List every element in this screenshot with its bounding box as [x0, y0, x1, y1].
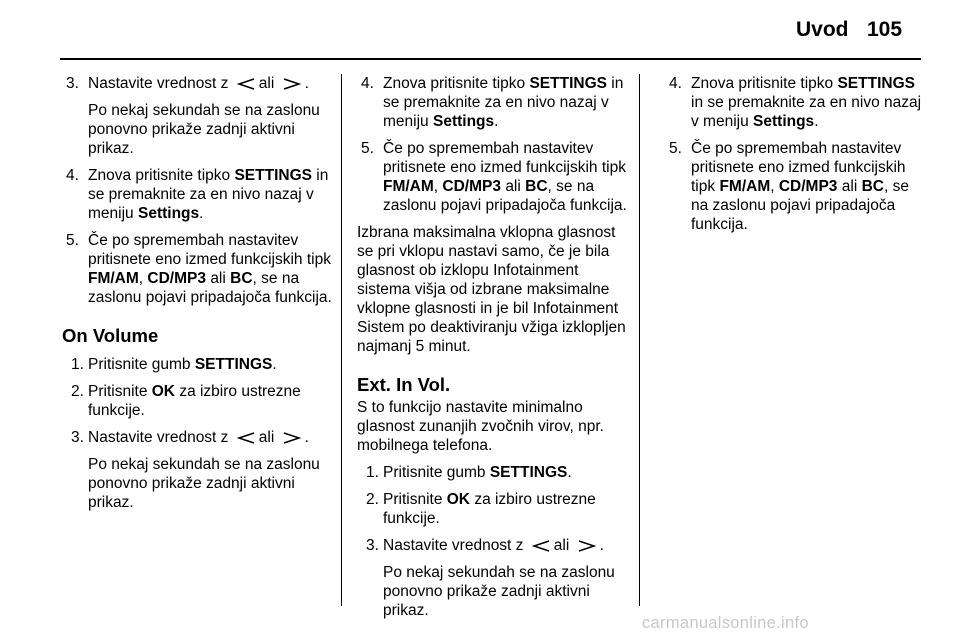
list-item	[665, 139, 927, 234]
column-1	[62, 74, 332, 520]
column-3	[665, 74, 927, 242]
item-number: 1.	[71, 356, 84, 373]
arrow-left-icon	[237, 432, 255, 444]
item-text: ,	[770, 178, 775, 195]
settings-menu: Settings	[753, 113, 815, 130]
item-text: za izbiro ustrezne funkcije.	[383, 491, 596, 527]
item-text: Znova pritisnite tipko	[88, 167, 231, 184]
item-text: ,	[433, 178, 439, 195]
section-heading: Ext. In Vol.	[357, 374, 451, 395]
item-text: .	[199, 205, 204, 222]
header-rule	[60, 58, 921, 60]
cd-mp3-key: CD/MP3	[778, 178, 838, 195]
item-text: ali	[505, 178, 521, 195]
item-text: , se na zaslonu pojavi pripadajoča funkcija.	[691, 178, 909, 233]
column-2	[357, 74, 633, 628]
item-number: 3.	[366, 537, 379, 554]
bc-key: BC	[230, 270, 253, 287]
arrow-right-icon	[578, 540, 596, 552]
item-text: ali	[553, 537, 570, 554]
item-number: 4.	[66, 167, 79, 184]
item-number: 4.	[361, 75, 374, 92]
item-number: 2.	[366, 491, 379, 508]
watermark: carmanualsonline.info	[642, 614, 809, 632]
arrow-left-icon	[237, 78, 255, 90]
list-item	[357, 463, 633, 482]
item-text: ,	[138, 270, 144, 287]
item-number: 3.	[66, 75, 79, 92]
item-note: Po nekaj sekundah se na zaslonu ponovno prikaže zadnji aktivni prikaz.	[88, 456, 320, 511]
settings-menu: Settings	[137, 205, 200, 222]
item-text: .	[494, 113, 499, 130]
item-text: ali	[841, 178, 858, 195]
section-heading: On Volume	[62, 325, 159, 346]
item-text: Nastavite vrednost z	[383, 537, 524, 554]
settings-key: SETTINGS	[489, 464, 568, 481]
list-item	[62, 231, 332, 307]
list-item	[357, 490, 633, 528]
list-item	[62, 382, 332, 420]
item-number: 5.	[669, 140, 682, 157]
page-number: 105	[867, 18, 903, 41]
item-text: .	[599, 537, 604, 554]
item-text: Če po spremembah nastavitev pritisnete eno izmed funkcijskih tipk	[88, 232, 331, 268]
item-text: Pritisnite	[383, 491, 443, 508]
fm-am-key: FM/AM	[719, 178, 771, 195]
item-text: .	[304, 75, 309, 92]
item-text: Če po spremembah nastavitev pritisnete eno izmed funkcijskih tipk	[691, 140, 906, 195]
list-item	[62, 355, 332, 374]
item-text: Nastavite vrednost z	[88, 75, 229, 92]
fm-am-key: FM/AM	[383, 178, 434, 195]
arrow-right-icon	[283, 78, 301, 90]
item-text: .	[814, 113, 819, 130]
item-text: Če po spremembah nastavitev pritisnete eno izmed funkcijskih tipk	[383, 140, 626, 176]
bc-key: BC	[861, 178, 884, 195]
item-text: .	[272, 356, 277, 373]
cd-mp3-key: CD/MP3	[442, 178, 501, 195]
body-paragraph: Izbrana maksimalna vklopna glasnost se pri vklopu nastavi samo, če je bila glasnost ob izklopu Infotainment sistema višja od izbrane maksimalne vklopne glasnosti in je bil Infotainment Sistem po deaktiviranju vžiga izklopljen najmanj 5 minut.	[357, 224, 626, 355]
section-intro: S to funkcijo nastavite minimalno glasnost zunanjih zvočnih virov, npr. mobilnega telefona.	[357, 399, 604, 454]
fm-am-key: FM/AM	[88, 270, 139, 287]
item-text: ali	[210, 270, 226, 287]
column-divider-1	[341, 74, 342, 606]
item-text: .	[304, 429, 309, 446]
settings-key: SETTINGS	[194, 356, 273, 373]
settings-menu: Settings	[432, 113, 495, 130]
ok-key: OK	[151, 383, 175, 400]
item-number: 5.	[361, 140, 374, 157]
list-item	[357, 536, 633, 555]
item-text: .	[567, 464, 572, 481]
item-number: 1.	[366, 464, 379, 481]
settings-key: SETTINGS	[234, 167, 312, 184]
cd-mp3-key: CD/MP3	[147, 270, 206, 287]
item-number: 2.	[71, 383, 84, 400]
item-note: Po nekaj sekundah se na zaslonu ponovno prikaže zadnji aktivni prikaz.	[383, 564, 615, 619]
item-number: 3.	[71, 429, 84, 446]
item-number: 5.	[66, 232, 79, 249]
arrow-right-icon	[283, 432, 301, 444]
list-item	[62, 74, 332, 93]
settings-key: SETTINGS	[529, 75, 607, 92]
list-item	[357, 74, 633, 131]
item-text: in se premaknite za en nivo nazaj v meniju	[88, 167, 329, 222]
item-text: za izbiro ustrezne funkcije.	[88, 383, 301, 419]
item-text: ali	[258, 75, 275, 92]
item-text: Nastavite vrednost z	[88, 429, 229, 446]
arrow-left-icon	[532, 540, 550, 552]
item-text: , se na zaslonu pojavi pripadajoča funkcija.	[383, 178, 627, 214]
bc-key: BC	[525, 178, 548, 195]
item-text: in se premaknite za en nivo nazaj v meniju	[691, 94, 922, 130]
item-note: Po nekaj sekundah se na zaslonu ponovno prikaže zadnji aktivni prikaz.	[88, 102, 320, 157]
list-item	[357, 139, 633, 215]
settings-key: SETTINGS	[837, 75, 915, 92]
item-text: in se premaknite za en nivo nazaj v meniju	[383, 75, 624, 130]
item-number: 4.	[669, 75, 682, 92]
item-text: Znova pritisnite tipko	[383, 75, 526, 92]
column-divider-2	[639, 74, 640, 606]
list-item	[62, 428, 332, 447]
list-item	[665, 74, 927, 131]
list-item	[62, 166, 332, 223]
item-text: Znova pritisnite tipko	[691, 75, 834, 92]
page-header-title: Uvod	[796, 18, 849, 41]
item-text: Pritisnite gumb	[88, 356, 191, 373]
item-text: Pritisnite gumb	[383, 464, 486, 481]
item-text: ali	[258, 429, 275, 446]
ok-key: OK	[446, 491, 470, 508]
item-text: , se na zaslonu pojavi pripadajoča funkcija.	[88, 270, 332, 306]
item-text: Pritisnite	[88, 383, 148, 400]
